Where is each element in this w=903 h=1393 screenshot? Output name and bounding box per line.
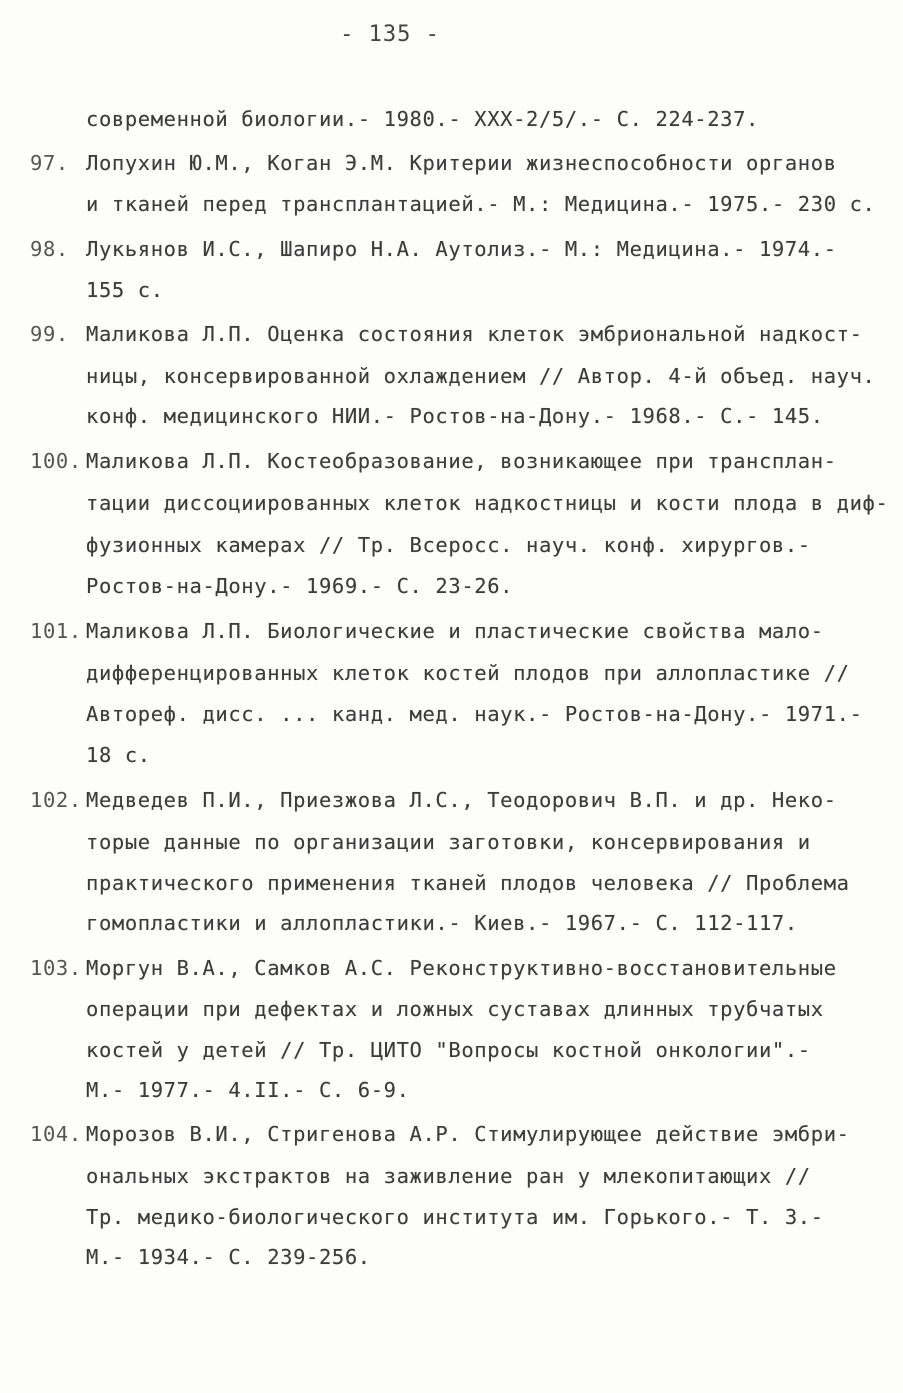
reference-line: Морозов В.И., Стригенова А.Р. Стимулирующее действие эмбри- (86, 1122, 850, 1146)
page-number: - 135 - (340, 22, 440, 47)
reference-line: гомопластики и аллопластики.- Киев.- 1967.- С. 112-117. (86, 911, 798, 935)
reference-line: костей у детей // Тр. ЦИТО "Вопросы костной онкологии".- (86, 1038, 811, 1062)
reference-line: Медведев П.И., Приезжова Л.С., Теодорович В.П. и др. Неко- (86, 788, 837, 812)
reference-line: ональных экстрактов на заживление ран у млекопитающих // (86, 1164, 811, 1188)
reference-line: 18 с. (86, 743, 151, 767)
reference-line: практического применения тканей плодов человека // Проблема (86, 871, 850, 895)
reference-number: 104. (30, 1122, 82, 1146)
reference-line: М.- 1934.- С. 239-256. (86, 1245, 371, 1269)
reference-number: 102. (30, 788, 82, 812)
reference-number: 101. (30, 619, 82, 643)
reference-number: 98. (30, 237, 69, 261)
reference-line: операции при дефектах и ложных суставах длинных трубчатых (86, 997, 824, 1021)
reference-line: Моргун В.А., Самков А.С. Реконструктивно-восстановительные (86, 956, 837, 980)
reference-line: Маликова Л.П. Биологические и пластические свойства мало- (86, 619, 824, 643)
reference-line: Маликова Л.П. Оценка состояния клеток эмбриональной надкост- (86, 322, 863, 346)
reference-number: 103. (30, 956, 82, 980)
reference-line: тации диссоциированных клеток надкостницы и кости плода в диф- (86, 491, 889, 515)
reference-number: 97. (30, 151, 69, 175)
reference-line: М.- 1977.- 4.II.- С. 6-9. (86, 1078, 410, 1102)
reference-continuation-line: современной биологии.- 1980.- XXX-2/5/.- С. 224-237. (86, 107, 759, 131)
reference-line: ницы, консервированной охлаждением // Автор. 4-й объед. науч. (86, 364, 876, 388)
reference-line: Ростов-на-Дону.- 1969.- С. 23-26. (86, 574, 514, 598)
reference-line: Тр. медико-биологического института им. Горького.- Т. 3.- (86, 1205, 824, 1229)
reference-line: конф. медицинского НИИ.- Ростов-на-Дону.- 1968.- С.- 145. (86, 404, 824, 428)
reference-line: Лукьянов И.С., Шапиро Н.А. Аутолиз.- М.: Медицина.- 1974.- (86, 237, 837, 261)
reference-line: фузионных камерах // Тр. Всеросс. науч. конф. хирургов.- (86, 533, 811, 557)
reference-number: 99. (30, 322, 69, 346)
reference-line: Автореф. дисс. ... канд. мед. наук.- Ростов-на-Дону.- 1971.- (86, 702, 863, 726)
reference-line: и тканей перед трансплантацией.- М.: Медицина.- 1975.- 230 с. (86, 192, 876, 216)
reference-line: 155 с. (86, 278, 164, 302)
reference-number: 100. (30, 449, 82, 473)
reference-line: Маликова Л.П. Костеобразование, возникающее при трансплан- (86, 449, 837, 473)
reference-line: дифференцированных клеток костей плодов при аллопластике // (86, 661, 850, 685)
reference-line: торые данные по организации заготовки, консервирования и (86, 830, 811, 854)
reference-line: Лопухин Ю.М., Коган Э.М. Критерии жизнеспособности органов (86, 151, 837, 175)
